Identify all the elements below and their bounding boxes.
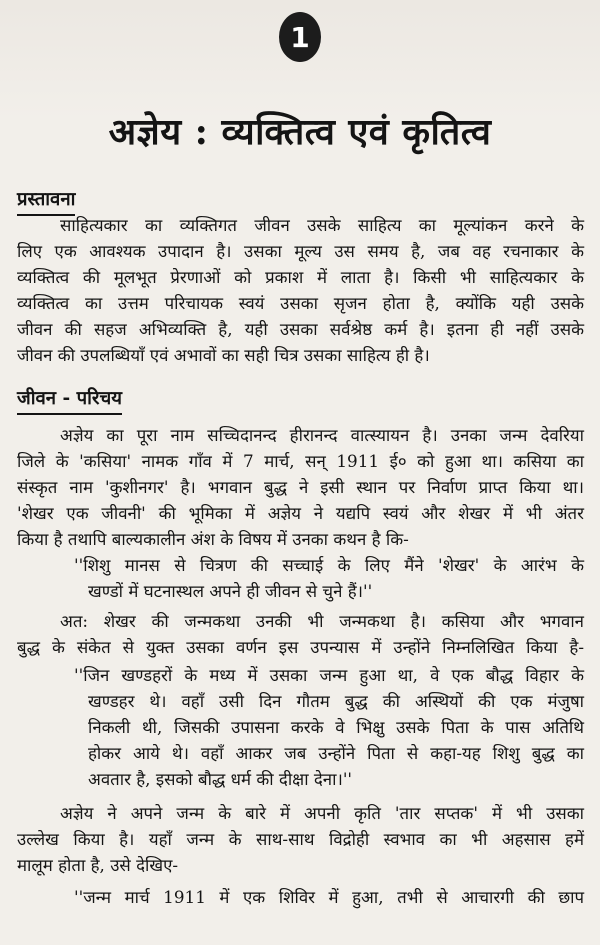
- text-line: निकली थी, जिसकी उपासना करके वे भिक्षु उसके पिता के पास अतिथि: [88, 717, 584, 737]
- text-line: किया है तथापि बाल्यकालीन अंश के विषय में उनका कथन है कि-: [17, 529, 409, 549]
- text-line: मालूम होता है, उसे देखिए-: [17, 855, 179, 875]
- text-line: व्यक्तित्व की मूलभूत प्रेरणाओं को प्रकाश में लाता है। किसी भी साहित्यकार के: [17, 267, 584, 287]
- section-heading-intro: प्रस्तावना: [17, 187, 75, 216]
- section-heading-biography: जीवन - परिचय: [17, 386, 122, 415]
- text-line: जीवन की उपलब्धियाँ एवं अभावों का सही चित्र उसका साहित्य ही है।: [17, 345, 430, 365]
- text-line: खण्डहर थे। वहाँ उसी दिन गौतम बुद्ध की अस्थियों की एक मंजुषा: [88, 691, 584, 711]
- text-line: जीवन की सहज अभिव्यक्ति है, यही उसका सर्वश्रेष्ठ कर्म है। इतना ही नहीं उसके: [17, 319, 584, 339]
- chapter-number-badge: 1: [279, 12, 321, 62]
- text-line: ''शिशु मानस से चित्रण की सच्चाई के लिए मैंने 'शेखर' के आरंभ के: [74, 555, 584, 575]
- text-line: ''जन्म मार्च 1911 में एक शिविर में हुआ, तभी से आचारगी की छाप: [74, 887, 584, 907]
- text-line: बुद्ध के संकेत से युक्त उसका वर्णन इस उपन्यास में उन्होंने निम्नलिखित किया है-: [17, 637, 584, 657]
- text-line: खण्डों में घटनास्थल अपने ही जीवन से चुने हैं।'': [88, 581, 373, 601]
- text-line: साहित्यकार का व्यक्तिगत जीवन उसके साहित्य का मूल्यांकन करने के: [60, 215, 584, 235]
- text-line: उल्लेख किया है। यहाँ जन्म के साथ-साथ विद्रोही स्वभाव का भी अहसास हमें: [17, 829, 584, 849]
- text-line: अज्ञेय ने अपने जन्म के बारे में अपनी कृति 'तार सप्तक' में भी उसका: [60, 803, 584, 823]
- text-line: जिले के 'कसिया' नामक गाँव में 7 मार्च, सन् 1911 ई० को हुआ था। कसिया का: [17, 451, 584, 471]
- text-line: संस्कृत नाम 'कुशीनगर' है। भगवान बुद्ध ने इसी स्थान पर निर्वाण प्राप्त किया था।: [17, 477, 584, 497]
- text-line: व्यक्तित्व का उत्तम परिचायक स्वयं उसका सृजन होता है, क्योंकि यही उसके: [17, 293, 584, 313]
- text-line: लिए एक आवश्यक उपादान है। उसका मूल्य उस समय है, जब वह रचनाकार के: [17, 241, 584, 261]
- text-line: 'शेखर एक जीवनी' की भूमिका में अज्ञेय ने यद्यपि स्वयं और शेखर में भी अंतर: [17, 503, 584, 523]
- text-line: अत: शेखर की जन्मकथा उनकी भी जन्मकथा है। कसिया और भगवान: [60, 611, 584, 631]
- text-line: अज्ञेय का पूरा नाम सच्चिदानन्द हीरानन्द वात्स्यायन है। उनका जन्म देवरिया: [60, 425, 584, 445]
- text-line: ''जिन खण्डहरों के मध्य में उसका जन्म हुआ था, वे एक बौद्ध विहार के: [74, 665, 584, 685]
- chapter-title: अज्ञेय : व्यक्तित्व एवं कृतित्व: [108, 111, 492, 153]
- text-line: अवतार है, इसको बौद्ध धर्म की दीक्षा देना।'': [88, 769, 353, 789]
- text-line: होकर आये थे। वहाँ आकर जब उन्होंने पिता से कहा-यह शिशु बुद्ध का: [88, 743, 584, 763]
